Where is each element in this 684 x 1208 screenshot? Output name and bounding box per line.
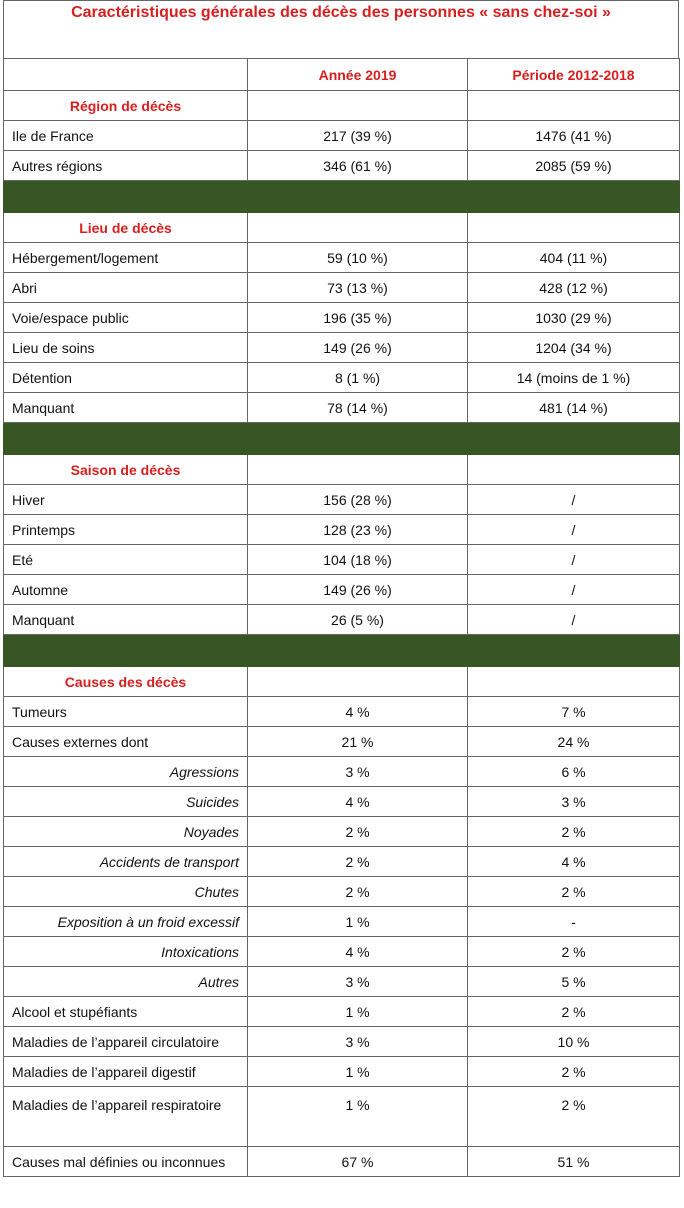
value-2019: 1 %: [248, 1087, 468, 1147]
value-2019: 149 (26 %): [248, 575, 468, 605]
value-2019: 3 %: [248, 1027, 468, 1057]
value-2019: 26 (5 %): [248, 605, 468, 635]
value-2012-2018: 404 (11 %): [468, 243, 680, 273]
value-2012-2018: 2 %: [468, 1057, 680, 1087]
table-row: [4, 303, 680, 333]
value-2012-2018: 1030 (29 %): [468, 303, 680, 333]
value-2012-2018: /: [468, 545, 680, 575]
header-year-2019: Année 2019: [248, 59, 468, 91]
value-2019: 67 %: [248, 1147, 468, 1177]
row-label: Maladies de l’appareil respiratoire: [4, 1087, 248, 1147]
value-2012-2018: 3 %: [468, 787, 680, 817]
table-row: [4, 393, 680, 423]
value-2019: 4 %: [248, 697, 468, 727]
table-row: [4, 1057, 680, 1087]
table-row: [4, 787, 680, 817]
row-label: Accidents de transport: [4, 847, 248, 877]
row-label: Lieu de soins: [4, 333, 248, 363]
table-row: [4, 877, 680, 907]
table-row: [4, 545, 680, 575]
value-2012-2018: /: [468, 575, 680, 605]
value-2012-2018: 6 %: [468, 757, 680, 787]
table-row: [4, 757, 680, 787]
row-label: Maladies de l’appareil circulatoire: [4, 1027, 248, 1057]
table-row: [4, 697, 680, 727]
value-2012-2018: 51 %: [468, 1147, 680, 1177]
section-header-row: [4, 455, 680, 485]
row-label: Manquant: [4, 393, 248, 423]
row-label: Printemps: [4, 515, 248, 545]
table-row: [4, 515, 680, 545]
row-label: Intoxications: [4, 937, 248, 967]
table-row: [4, 333, 680, 363]
deaths-table: [3, 58, 680, 1177]
row-label: Suicides: [4, 787, 248, 817]
table-row: [4, 1087, 680, 1147]
value-2019: 78 (14 %): [248, 393, 468, 423]
value-2019: 196 (35 %): [248, 303, 468, 333]
value-2012-2018: 2 %: [468, 817, 680, 847]
row-label: Noyades: [4, 817, 248, 847]
table-row: [4, 243, 680, 273]
row-label: Causes externes dont: [4, 727, 248, 757]
empty-cell: [248, 213, 468, 243]
table-row: [4, 273, 680, 303]
value-2019: 3 %: [248, 757, 468, 787]
value-2019: 2 %: [248, 847, 468, 877]
section-label: Région de décès: [4, 91, 248, 121]
value-2019: 59 (10 %): [248, 243, 468, 273]
section-separator: [4, 635, 680, 667]
row-label: Hiver: [4, 485, 248, 515]
empty-cell: [468, 91, 680, 121]
value-2019: 217 (39 %): [248, 121, 468, 151]
table-row: [4, 1027, 680, 1057]
value-2019: 1 %: [248, 997, 468, 1027]
table-row: [4, 817, 680, 847]
value-2019: 4 %: [248, 787, 468, 817]
row-label: Voie/espace public: [4, 303, 248, 333]
value-2012-2018: 1476 (41 %): [468, 121, 680, 151]
table-title: Caractéristiques générales des décès des personnes « sans chez-soi »: [71, 4, 611, 21]
table-row: [4, 907, 680, 937]
section-label: Causes des décès: [4, 667, 248, 697]
table-row: [4, 937, 680, 967]
table-row: [4, 847, 680, 877]
separator-cell: [4, 181, 680, 213]
table-row: [4, 151, 680, 181]
value-2012-2018: /: [468, 605, 680, 635]
row-label: Manquant: [4, 605, 248, 635]
value-2012-2018: 24 %: [468, 727, 680, 757]
value-2019: 73 (13 %): [248, 273, 468, 303]
header-row: [4, 59, 680, 91]
value-2019: 2 %: [248, 877, 468, 907]
value-2012-2018: 2085 (59 %): [468, 151, 680, 181]
empty-cell: [248, 667, 468, 697]
table-row: [4, 727, 680, 757]
value-2019: 104 (18 %): [248, 545, 468, 575]
value-2012-2018: 2 %: [468, 1087, 680, 1147]
value-2019: 3 %: [248, 967, 468, 997]
value-2012-2018: 428 (12 %): [468, 273, 680, 303]
value-2019: 156 (28 %): [248, 485, 468, 515]
row-label: Ile de France: [4, 121, 248, 151]
separator-cell: [4, 635, 680, 667]
section-header-row: [4, 667, 680, 697]
table-row: [4, 1147, 680, 1177]
header-period-2012-2018: Période 2012-2018: [468, 59, 680, 91]
section-label: Lieu de décès: [4, 213, 248, 243]
row-label: Eté: [4, 545, 248, 575]
value-2012-2018: 481 (14 %): [468, 393, 680, 423]
value-2012-2018: 2 %: [468, 997, 680, 1027]
table-row: [4, 363, 680, 393]
value-2012-2018: 7 %: [468, 697, 680, 727]
table-row: [4, 575, 680, 605]
separator-cell: [4, 423, 680, 455]
value-2012-2018: /: [468, 515, 680, 545]
value-2012-2018: 10 %: [468, 1027, 680, 1057]
value-2012-2018: 4 %: [468, 847, 680, 877]
empty-cell: [468, 667, 680, 697]
row-label: Causes mal définies ou inconnues: [4, 1147, 248, 1177]
table-row: [4, 485, 680, 515]
empty-cell: [468, 213, 680, 243]
value-2012-2018: /: [468, 485, 680, 515]
section-header-row: [4, 213, 680, 243]
value-2019: 8 (1 %): [248, 363, 468, 393]
row-label: Automne: [4, 575, 248, 605]
value-2019: 4 %: [248, 937, 468, 967]
table-row: [4, 967, 680, 997]
row-label: Exposition à un froid excessif: [4, 907, 248, 937]
value-2019: 1 %: [248, 907, 468, 937]
header-empty-cell: [4, 59, 248, 91]
value-2012-2018: 5 %: [468, 967, 680, 997]
section-separator: [4, 181, 680, 213]
empty-cell: [468, 455, 680, 485]
table-row: [4, 121, 680, 151]
row-label: Hébergement/logement: [4, 243, 248, 273]
value-2012-2018: 2 %: [468, 877, 680, 907]
value-2019: 1 %: [248, 1057, 468, 1087]
row-label: Agressions: [4, 757, 248, 787]
value-2012-2018: 14 (moins de 1 %): [468, 363, 680, 393]
empty-cell: [248, 91, 468, 121]
value-2012-2018: 1204 (34 %): [468, 333, 680, 363]
value-2012-2018: -: [468, 907, 680, 937]
row-label: Chutes: [4, 877, 248, 907]
row-label: Alcool et stupéfiants: [4, 997, 248, 1027]
row-label: Tumeurs: [4, 697, 248, 727]
section-label: Saison de décès: [4, 455, 248, 485]
table-row: [4, 997, 680, 1027]
row-label: Autres: [4, 967, 248, 997]
row-label: Détention: [4, 363, 248, 393]
row-label: Autres régions: [4, 151, 248, 181]
value-2019: 128 (23 %): [248, 515, 468, 545]
value-2019: 346 (61 %): [248, 151, 468, 181]
value-2012-2018: 2 %: [468, 937, 680, 967]
row-label: Maladies de l’appareil digestif: [4, 1057, 248, 1087]
section-header-row: [4, 91, 680, 121]
row-label: Abri: [4, 273, 248, 303]
value-2019: 2 %: [248, 817, 468, 847]
table-title-cell: [3, 0, 679, 58]
empty-cell: [248, 455, 468, 485]
section-separator: [4, 423, 680, 455]
value-2019: 21 %: [248, 727, 468, 757]
value-2019: 149 (26 %): [248, 333, 468, 363]
table-row: [4, 605, 680, 635]
